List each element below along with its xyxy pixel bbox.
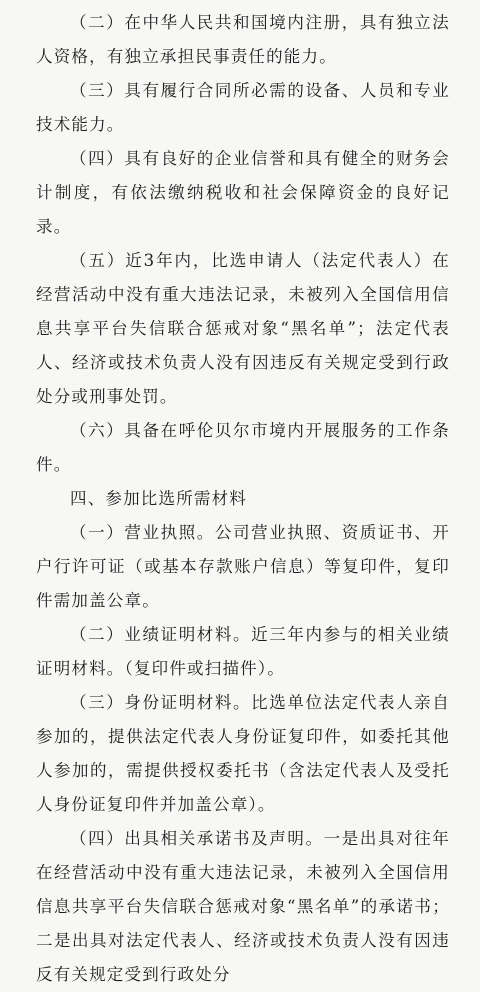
paragraph-material-1: （一）营业执照。公司营业执照、资质证书、开户行许可证（或基本存款账户信息）等复印件，复印件需加盖公章。 <box>36 523 450 610</box>
paragraph-qualification-4: （四）具有良好的企业信誉和具有健全的财务会计制度，有依法缴纳税收和社会保障资金的良好记录。 <box>36 149 450 236</box>
paragraph-qualification-2: （二）在中华人民共和国境内注册，具有独立法人资格，有独立承担民事责任的能力。 <box>36 13 450 66</box>
paragraph-material-4: （四）出具相关承诺书及声明。一是出具对往年在经营活动中没有重大违法记录，未被列入全国信用信息共享平台失信联合惩戒对象“黑名单”的承诺书；二是出具对法定代表人、经济或技术负责人没有因违反有关规定受到行政处分 <box>36 829 450 984</box>
section-heading-materials: 四、参加比选所需材料 <box>70 489 247 508</box>
paragraph-qualification-3: （三）具有履行合同所必需的设备、人员和专业技术能力。 <box>36 81 450 134</box>
paragraph-material-2: （二）业绩证明材料。近三年内参与的相关业绩证明材料。（复印件或扫描件）。 <box>36 625 450 678</box>
paragraph-qualification-5: （五）近3年内，比选申请人（法定代表人）在经营活动中没有重大违法记录，未被列入全国信用信息共享平台失信联合惩戒对象“黑名单”；法定代表人、经济或技术负责人没有因违反有关规定受到行政处分或刑事处罚。 <box>36 251 450 406</box>
paragraph-material-3: （三）身份证明材料。比选单位法定代表人亲自参加的，提供法定代表人身份证复印件，如委托其他人参加的，需提供授权委托书（含法定代表人及受托人身份证复印件并加盖公章）。 <box>36 693 450 814</box>
paragraph-qualification-6: （六）具备在呼伦贝尔市境内开展服务的工作条件。 <box>36 421 450 474</box>
